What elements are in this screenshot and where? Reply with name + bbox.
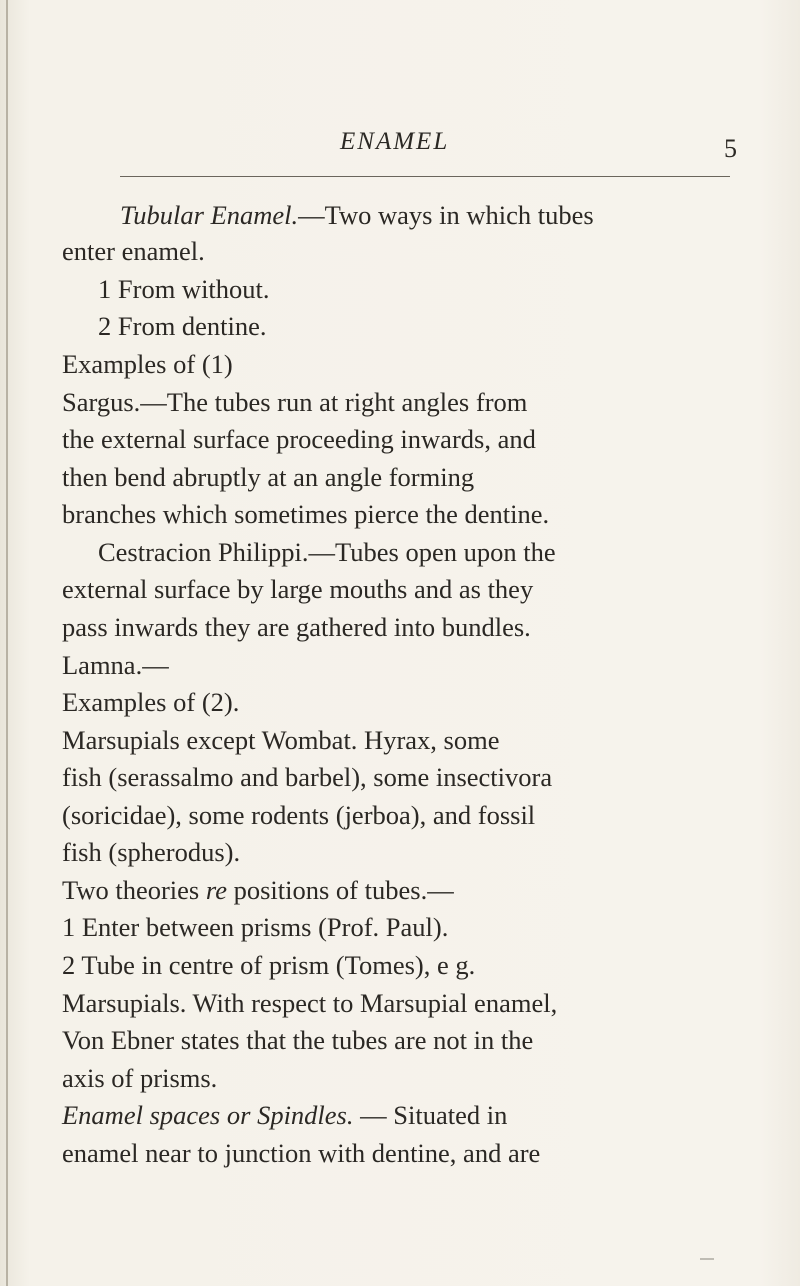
text-line: external surface by large mouths and as they: [62, 574, 534, 604]
print-speck: [700, 1258, 714, 1260]
text-line: enter enamel.: [62, 236, 205, 266]
list-item: 2 Tube in centre of prism (Tomes), e g.: [62, 950, 476, 980]
list-item: 1 From without.: [98, 274, 270, 304]
text-line: the external surface proceeding inwards, and: [62, 424, 536, 454]
text-line: Marsupials. With respect to Marsupial enamel,: [62, 988, 558, 1018]
text-line: fish (spherodus).: [62, 837, 241, 867]
text-line: Lamna.—: [62, 650, 169, 680]
list-item: 1 Enter between prisms (Prof. Paul).: [62, 912, 449, 942]
running-head: ENAMEL: [340, 128, 450, 155]
text-line: pass inwards they are gathered into bundles.: [62, 612, 531, 642]
page-number: 5: [724, 134, 737, 163]
text-line: then bend abruptly at an angle forming: [62, 462, 475, 492]
text-line: Von Ebner states that the tubes are not in the: [62, 1025, 534, 1055]
text-line: axis of prisms.: [62, 1063, 218, 1093]
text-line: branches which sometimes pierce the dentine.: [62, 499, 550, 529]
section-title-tubular-enamel: Tubular Enamel.: [120, 200, 299, 230]
text-line: enamel near to junction with dentine, and are: [62, 1138, 541, 1168]
section-title-enamel-spaces: Enamel spaces: [62, 1100, 221, 1130]
text-line: (soricidae), some rodents (jerboa), and fossil: [62, 800, 536, 830]
header-rule: [120, 176, 730, 177]
page-spine-shadow: [6, 0, 8, 1286]
list-item: 2 From dentine.: [98, 311, 267, 341]
text-line: Marsupials except Wombat. Hyrax, some: [62, 725, 500, 755]
text-line: Examples of (2).: [62, 687, 240, 717]
text-line: Sargus.—The tubes run at right angles from: [62, 387, 528, 417]
text-line: Enamel spaces or Spindles. — Situated in: [62, 1100, 508, 1130]
text-line: Tubular Enamel.—Two ways in which tubes: [120, 200, 594, 230]
text-line: Examples of (1): [62, 349, 233, 379]
text-line: Two theories re positions of tubes.—: [62, 875, 454, 905]
text-line: Cestracion Philippi.—Tubes open upon the: [98, 537, 556, 567]
text-line: fish (serassalmo and barbel), some insectivora: [62, 762, 553, 792]
